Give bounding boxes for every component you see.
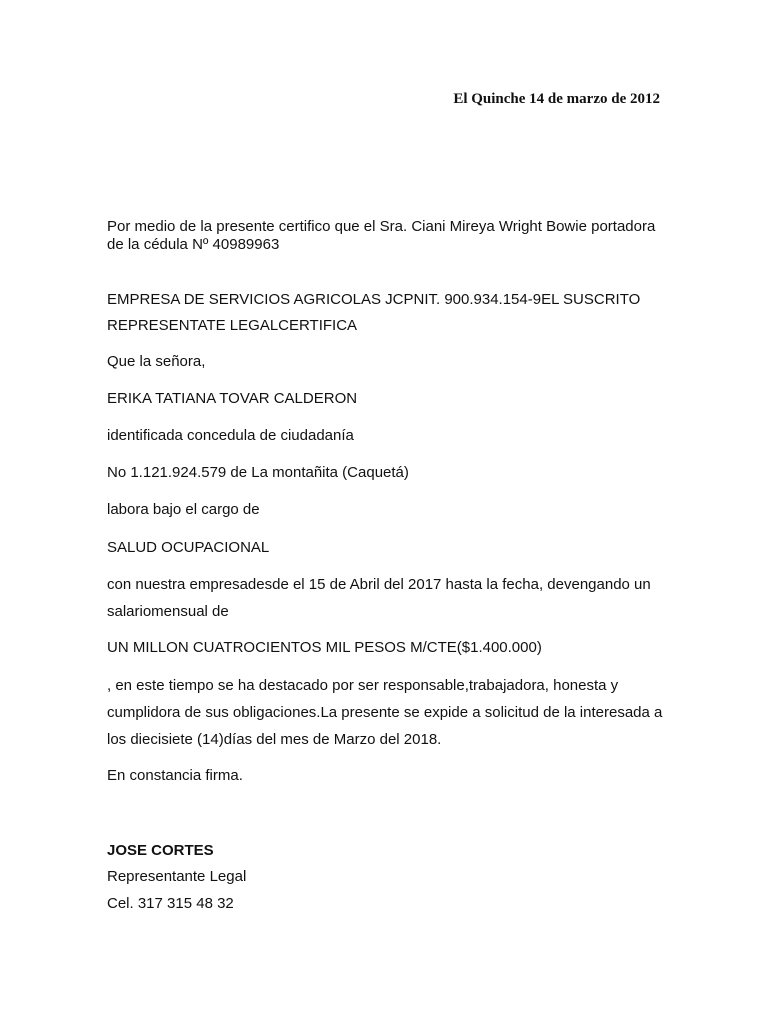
id-label: identificada concedula de ciudadanía — [107, 427, 354, 444]
document-date: El Quinche 14 de marzo de 2012 — [453, 91, 660, 107]
employee-name: ERIKA TATIANA TOVAR CALDERON — [107, 390, 358, 407]
salutation: Que la señora, — [107, 353, 206, 370]
position-label: labora bajo el cargo de — [107, 501, 260, 518]
employment-paragraph: con nuestra empresadesde el 15 de Abril del 2017 hasta la fecha, devengando un salariomensual de — [107, 576, 651, 620]
sign-off: En constancia firma. — [107, 767, 243, 784]
signer-name: JOSE CORTES — [107, 842, 214, 859]
intro-paragraph: Por medio de la presente certifico que el Sra. Ciani Mireya Wright Bowie portadora de la cédula Nº 40989963 — [107, 218, 656, 253]
id-number: No 1.121.924.579 de La montañita (Caquetá) — [107, 464, 409, 481]
closing-paragraph: , en este tiempo se ha destacado por ser responsable,trabajadora, honesta y cumplidora de sus obligaciones.La presente se expide a solicitud de la interesada a los diecisiete (14)días del mes de Marzo del 2018. — [107, 677, 663, 748]
salary-amount: UN MILLON CUATROCIENTOS MIL PESOS M/CTE($1.400.000) — [107, 639, 542, 656]
signer-title: Representante Legal — [107, 868, 247, 885]
position-title: SALUD OCUPACIONAL — [107, 539, 270, 556]
company-paragraph: EMPRESA DE SERVICIOS AGRICOLAS JCPNIT. 900.934.154-9EL SUSCRITO REPRESENTATE LEGALCERTIFICA — [107, 291, 641, 334]
signer-phone: Cel. 317 315 48 32 — [107, 895, 234, 912]
